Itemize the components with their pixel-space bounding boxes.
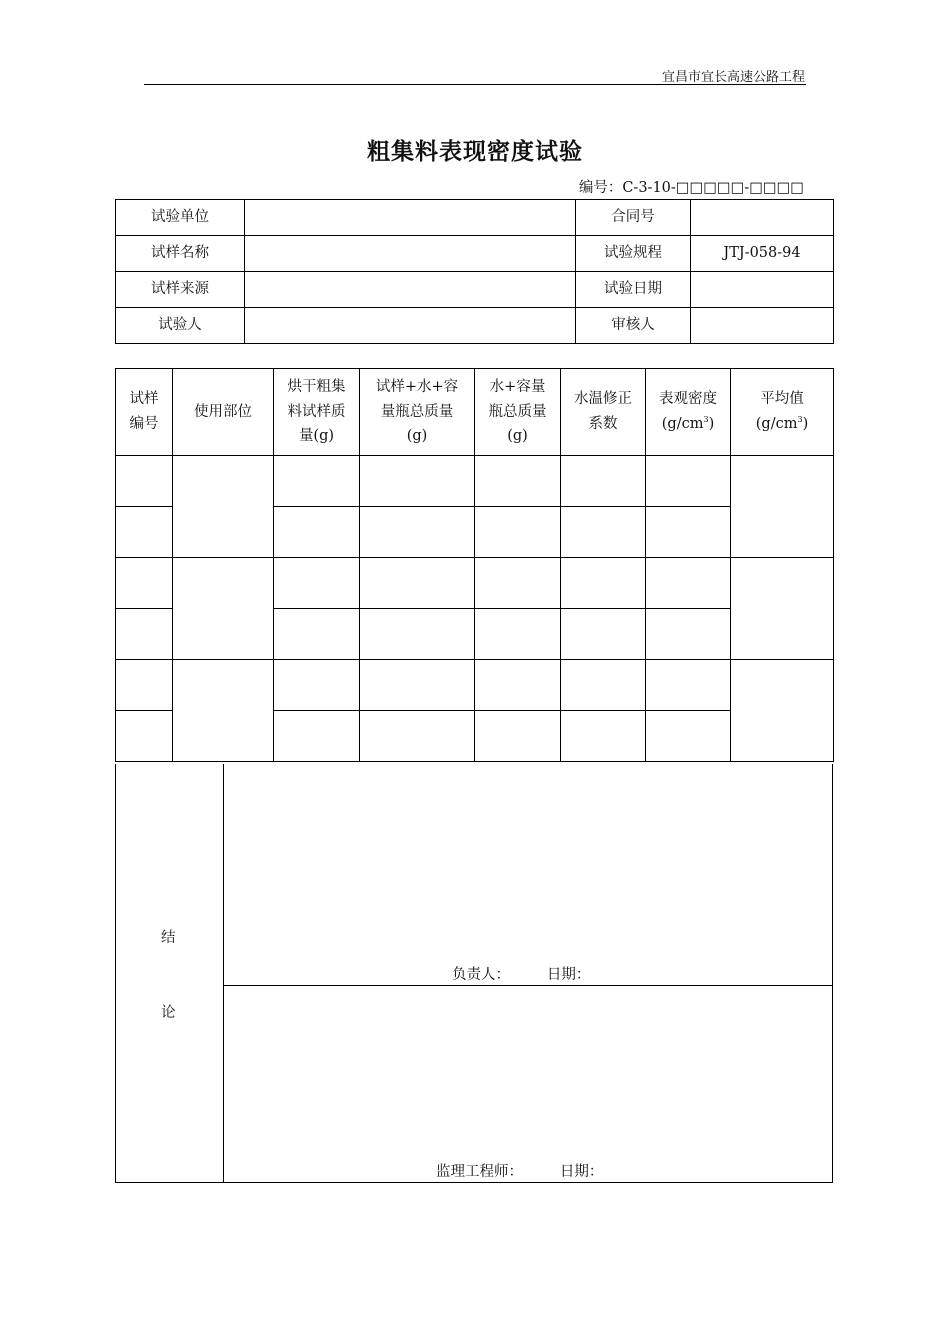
table-cell[interactable] (561, 456, 646, 507)
tester-field[interactable] (245, 308, 576, 344)
table-cell[interactable] (360, 558, 475, 609)
table-cell[interactable] (646, 456, 731, 507)
test-spec-label: 试验规程 (576, 236, 691, 272)
table-cell[interactable] (475, 456, 561, 507)
col-temp-correction: 水温修正 系数 (561, 369, 646, 456)
table-cell[interactable] (475, 660, 561, 711)
info-table (115, 199, 834, 344)
table-cell[interactable] (731, 456, 834, 558)
col-sample-no: 试样 编号 (116, 369, 173, 456)
table-cell[interactable] (646, 558, 731, 609)
table-cell[interactable] (274, 456, 360, 507)
col-water-bottle-mass: 水+容量 瓶总质量 (g) (475, 369, 561, 456)
table-cell[interactable] (561, 558, 646, 609)
table-cell[interactable] (116, 558, 173, 609)
sample-name-field[interactable] (245, 236, 576, 272)
reviewer-label: 审核人 (576, 308, 691, 344)
info-row (116, 236, 834, 272)
table-cell[interactable] (475, 711, 561, 762)
test-unit-label: 试验单位 (116, 200, 245, 236)
data-table (115, 368, 834, 762)
sample-name-label: 试样名称 (116, 236, 245, 272)
header-rule (144, 84, 806, 85)
table-cell[interactable] (475, 558, 561, 609)
table-cell[interactable] (173, 558, 274, 660)
col-apparent-density: 表观密度 $(g/cm^3)$ (646, 369, 731, 456)
table-cell[interactable] (646, 609, 731, 660)
test-date-field[interactable] (691, 272, 834, 308)
table-cell[interactable] (561, 507, 646, 558)
info-row (116, 272, 834, 308)
table-cell[interactable] (731, 660, 834, 762)
table-cell[interactable] (274, 558, 360, 609)
table-cell[interactable] (116, 609, 173, 660)
conclusion-label-2: 论 (161, 1005, 176, 1021)
table-cell[interactable] (646, 711, 731, 762)
table-cell[interactable] (360, 609, 475, 660)
table-cell[interactable] (561, 660, 646, 711)
col-dry-mass: 烘干粗集 料试样质 量(g) (274, 369, 360, 456)
conclusion-section (115, 764, 833, 1183)
table-cell[interactable] (561, 711, 646, 762)
document-code: 编号：C-3-10-□□□□□-□□□□ (578, 180, 804, 196)
test-spec-field[interactable]: JTJ-058-94 (691, 236, 834, 272)
table-row (116, 660, 834, 711)
tester-label: 试验人 (116, 308, 245, 344)
col-average: 平均值 $(g/cm^3)$ (731, 369, 834, 456)
contract-no-field[interactable] (691, 200, 834, 236)
test-unit-field[interactable] (245, 200, 576, 236)
table-cell[interactable] (360, 660, 475, 711)
table-cell[interactable] (561, 609, 646, 660)
reviewer-field[interactable] (691, 308, 834, 344)
info-row (116, 200, 834, 236)
table-cell[interactable] (360, 711, 475, 762)
sample-source-field[interactable] (245, 272, 576, 308)
sample-source-label: 试样来源 (116, 272, 245, 308)
table-cell[interactable] (360, 456, 475, 507)
table-cell[interactable] (116, 660, 173, 711)
table-row (116, 456, 834, 507)
table-cell[interactable] (173, 660, 274, 762)
table-cell[interactable] (116, 456, 173, 507)
table-cell[interactable] (274, 660, 360, 711)
table-cell[interactable] (274, 711, 360, 762)
table-cell[interactable] (274, 609, 360, 660)
data-header-row (116, 369, 834, 456)
table-cell[interactable] (173, 456, 274, 558)
page-title: 粗集料表现密度试验 (367, 138, 583, 165)
supervisor-signature[interactable]: 监理工程师： 日期： (436, 1164, 604, 1180)
responsible-signature[interactable]: 负责人： 日期： (452, 967, 591, 983)
table-cell[interactable] (475, 507, 561, 558)
conclusion-divider (223, 985, 832, 986)
table-cell[interactable] (731, 558, 834, 660)
table-cell[interactable] (274, 507, 360, 558)
conclusion-label-1: 结 (161, 930, 176, 946)
conclusion-label-column (116, 764, 224, 1182)
table-cell[interactable] (116, 711, 173, 762)
table-cell[interactable] (646, 507, 731, 558)
col-sample-water-mass: 试样+水+容 量瓶总质量 (g) (360, 369, 475, 456)
project-name: 宜昌市宜长高速公路工程 (661, 70, 805, 85)
table-cell[interactable] (646, 660, 731, 711)
col-use-part: 使用部位 (173, 369, 274, 456)
info-row (116, 308, 834, 344)
table-cell[interactable] (475, 609, 561, 660)
table-cell[interactable] (360, 507, 475, 558)
table-row (116, 558, 834, 609)
test-date-label: 试验日期 (576, 272, 691, 308)
contract-no-label: 合同号 (576, 200, 691, 236)
table-cell[interactable] (116, 507, 173, 558)
